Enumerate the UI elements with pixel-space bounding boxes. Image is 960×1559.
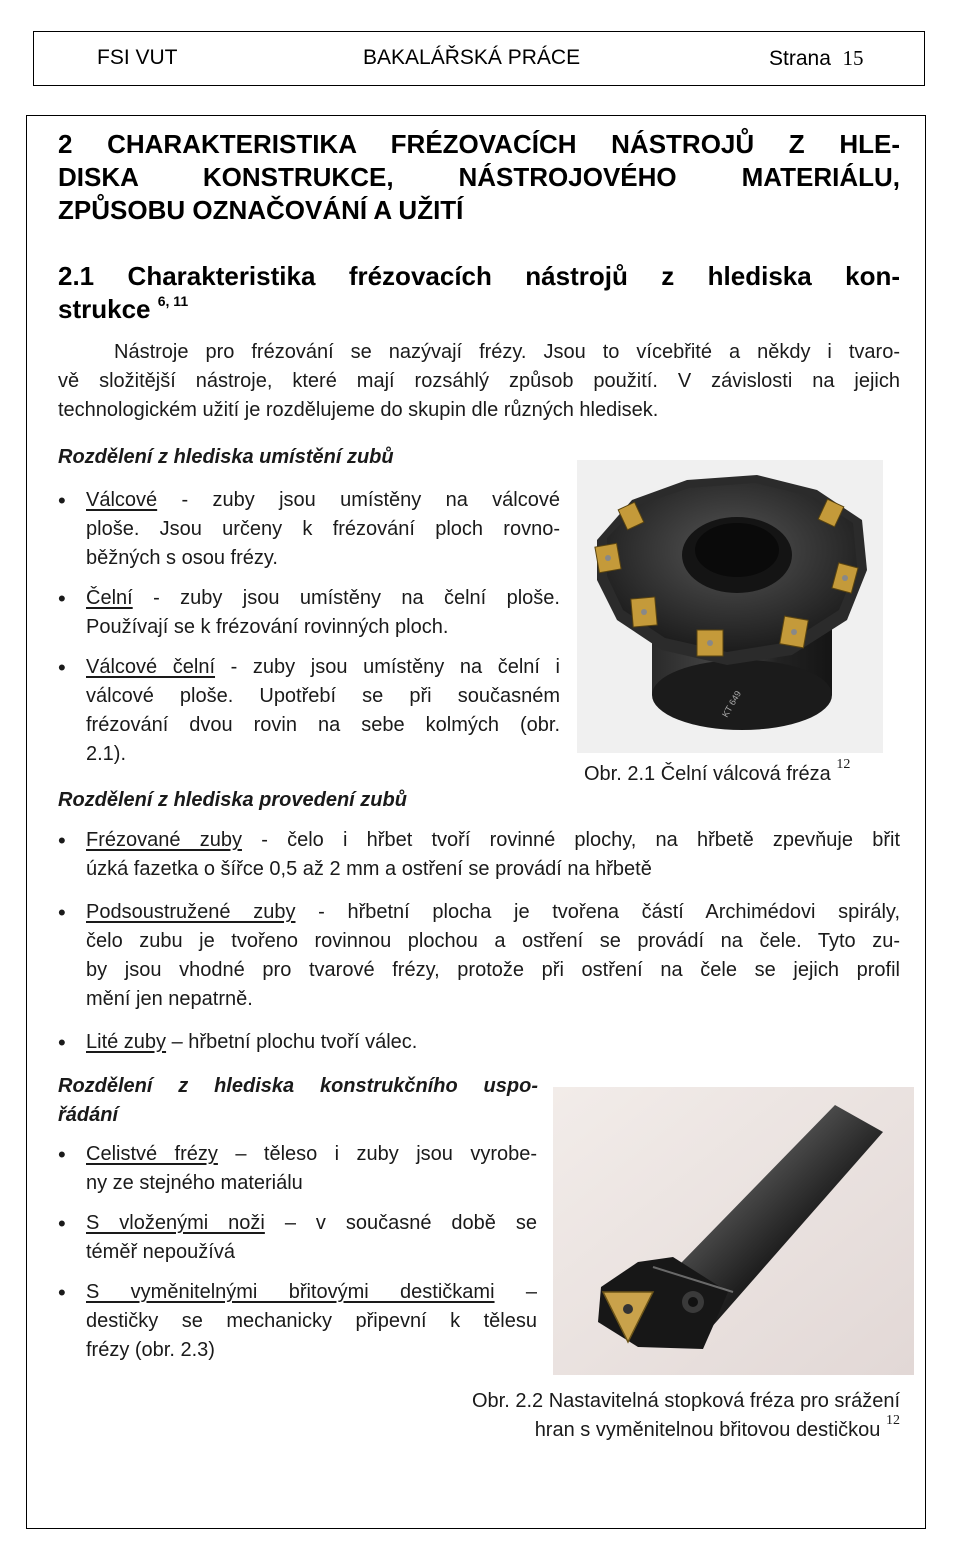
list-item bbox=[58, 1209, 537, 1267]
term: Válcové bbox=[86, 489, 158, 511]
term: Lité zuby bbox=[86, 1031, 167, 1053]
list-item bbox=[58, 826, 900, 884]
subheading-line: řádání bbox=[58, 1104, 119, 1126]
item-text: Používají se k frézování rovinných ploch. bbox=[86, 616, 449, 638]
item-text: - zuby jsou umístěny na čelní i bbox=[230, 656, 560, 678]
section-heading-line: 2.1 Charakteristika frézovacích nástrojů z hlediska kon- bbox=[58, 261, 900, 291]
list-item bbox=[58, 1028, 900, 1057]
chapter-heading-line: ZPŮSOBU OZNAČOVÁNÍ A UŽITÍ bbox=[58, 195, 464, 225]
item-text: - čelo i hřbet tvoří rovinné plochy, na hřbetě zpevňuje břit bbox=[261, 829, 901, 851]
list-item bbox=[58, 898, 900, 1014]
term: S vloženými noži bbox=[86, 1212, 265, 1234]
subheading-teeth-placement: Rozdělení z hlediska umístění zubů bbox=[58, 446, 394, 468]
chapter-heading bbox=[58, 128, 900, 227]
subheading-construction bbox=[58, 1072, 538, 1130]
paragraph-line: vě složitější nástroje, které mají rozsáhlý způsob použití. V závislosti na jejich bbox=[58, 370, 900, 392]
item-text: - hřbetní plocha je tvořena částí Archimédovi spirály, bbox=[318, 901, 901, 923]
item-text: téměř nepoužívá bbox=[86, 1241, 235, 1263]
term: Čelní bbox=[86, 587, 133, 609]
item-text: běžných s osou frézy. bbox=[86, 547, 278, 569]
intro-paragraph bbox=[58, 338, 900, 425]
teeth-design-list bbox=[58, 826, 900, 1057]
term: Válcové čelní bbox=[86, 656, 216, 678]
caption-line: Obr. 2.2 Nastavitelná stopková fréza pro srážení bbox=[472, 1390, 900, 1412]
cutter-engraving: KT 649 bbox=[720, 689, 744, 719]
item-text: ploše. Jsou určeny k frézování ploch rovno- bbox=[86, 518, 560, 540]
caption-text: Obr. 2.1 Čelní válcová fréza bbox=[584, 763, 831, 785]
page-header bbox=[33, 31, 925, 86]
list-item bbox=[58, 1278, 537, 1365]
caption-line: hran s vyměnitelnou břitovou destičkou bbox=[534, 1419, 881, 1441]
item-text: by jsou vhodné pro tvarové frézy, protože při ostření na čele se jejich profil bbox=[86, 959, 900, 981]
citation-ref: 12 bbox=[886, 1413, 900, 1428]
chapter-heading-line: DISKA KONSTRUKCE, NÁSTROJOVÉHO MATERIÁLU, bbox=[58, 162, 900, 192]
list-item bbox=[58, 584, 560, 642]
subheading-line: Rozdělení z hlediska konstrukčního uspo- bbox=[58, 1075, 538, 1097]
item-text: čelo zubu je tvořeno rovinnou plochou a ostření se provádí na čele. Tyto zu- bbox=[86, 930, 900, 952]
header-document-type: BAKALÁŘSKÁ PRÁCE bbox=[363, 46, 581, 69]
section-heading bbox=[58, 260, 900, 326]
page-label: Strana bbox=[769, 47, 831, 70]
header-institution: FSI VUT bbox=[97, 46, 178, 69]
list-item bbox=[58, 1140, 537, 1198]
item-text: 2.1). bbox=[86, 743, 127, 765]
face-milling-cutter-photo bbox=[577, 460, 883, 753]
term: Podsoustružené zuby bbox=[86, 901, 296, 923]
citation-ref: 6, 11 bbox=[157, 293, 189, 309]
item-text: frézování dvou rovin na sebe kolmých (obr. bbox=[86, 714, 560, 736]
construction-list bbox=[58, 1140, 537, 1365]
term: S vyměnitelnými břitovými destičkami bbox=[86, 1281, 495, 1303]
page-number: 15 bbox=[842, 46, 864, 70]
item-text: válcové ploše. Upotřebí se při současném bbox=[86, 685, 560, 707]
header-page-indicator bbox=[769, 46, 864, 71]
figure-2-caption bbox=[384, 1387, 900, 1445]
section-heading-line: strukce bbox=[58, 294, 151, 324]
item-text: mění jen nepatrně. bbox=[86, 988, 253, 1010]
item-text: destičky se mechanicky připevní k tělesu bbox=[86, 1310, 537, 1332]
teeth-placement-list bbox=[58, 486, 560, 769]
paragraph-line: technologickém užití je rozdělujeme do skupin dle různých hledisek. bbox=[58, 399, 659, 421]
chapter-heading-line: 2 CHARAKTERISTIKA FRÉZOVACÍCH NÁSTROJŮ Z HLE- bbox=[58, 129, 900, 159]
list-item bbox=[58, 486, 560, 573]
item-text: úzká fazetka o šířce 0,5 až 2 mm a ostření se provádí na hřbetě bbox=[86, 858, 652, 880]
item-text: frézy (obr. 2.3) bbox=[86, 1339, 215, 1361]
item-text: – v současné době se bbox=[284, 1212, 537, 1234]
item-text: - zuby jsou umístěny na čelní ploše. bbox=[153, 587, 560, 609]
item-text: – bbox=[525, 1281, 537, 1303]
subheading-teeth-design: Rozdělení z hlediska provedení zubů bbox=[58, 789, 407, 811]
item-text: – těleso i zuby jsou vyrobe- bbox=[235, 1143, 538, 1165]
citation-ref: 12 bbox=[836, 757, 851, 772]
term: Celistvé frézy bbox=[86, 1143, 218, 1165]
shank-chamfer-cutter-photo bbox=[553, 1087, 914, 1375]
figure-1-caption bbox=[584, 757, 851, 789]
list-item bbox=[58, 653, 560, 769]
term: Frézované zuby bbox=[86, 829, 242, 851]
item-text: ny ze stejného materiálu bbox=[86, 1172, 303, 1194]
item-text: - zuby jsou umístěny na válcové bbox=[181, 489, 560, 511]
paragraph-line: Nástroje pro frézování se nazývají frézy. Jsou to vícebřité a někdy i tvaro- bbox=[114, 341, 900, 363]
item-text: – hřbetní plochu tvoří válec. bbox=[171, 1031, 418, 1053]
